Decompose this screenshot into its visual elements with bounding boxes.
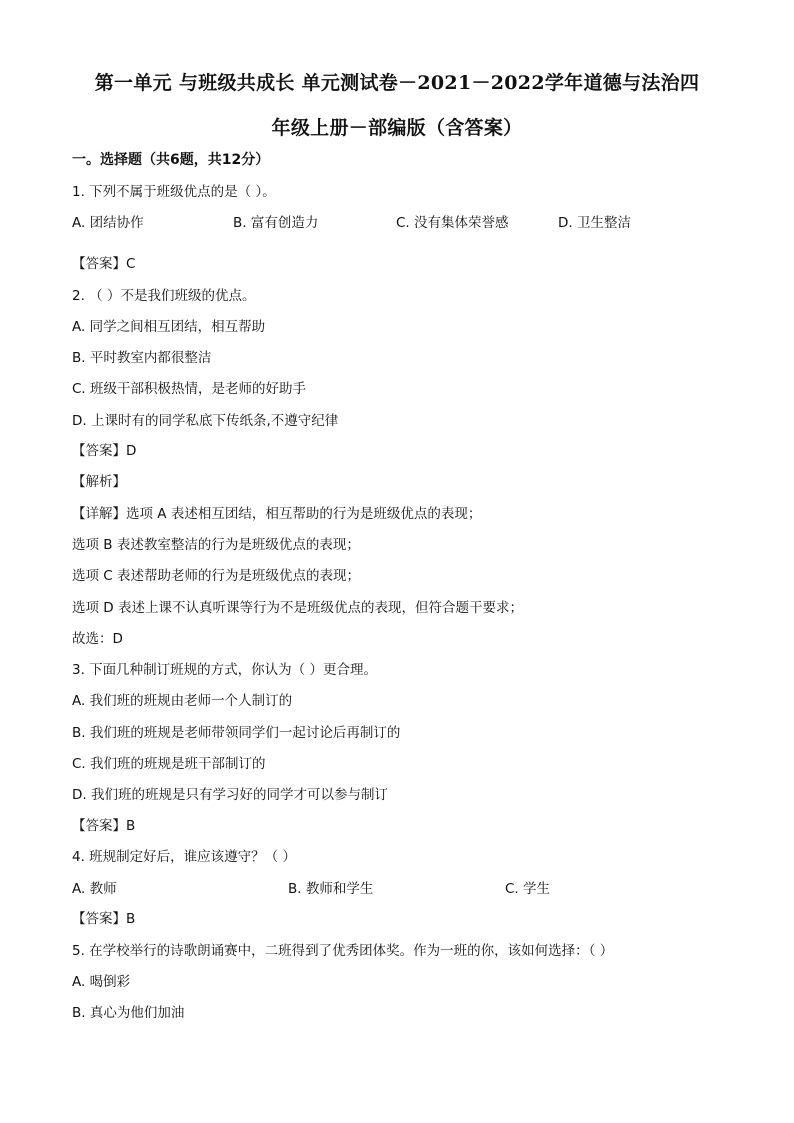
document-title-line-2: 年级上册－部编版（含答案） [271, 117, 523, 139]
question-2-option-c: C. 班级干部积极热情，是老师的好助手 [72, 381, 307, 397]
question-1-option-c: C. 没有集体荣誉感 [396, 215, 509, 231]
document-title-line-1: 第一单元 与班级共成长 单元测试卷－2021－2022学年道德与法治四 [94, 72, 700, 94]
question-5-option-a: A. 喝倒彩 [72, 974, 131, 990]
question-1-stem: 1. 下列不属于班级优点的是（ ）。 [72, 184, 276, 200]
question-2-detail-1: 【详解】选项 A 表述相互团结，相互帮助的行为是班级优点的表现； [72, 506, 482, 522]
question-1-option-a: A. 团结协作 [72, 215, 144, 231]
section-heading: 一。选择题（共6题，共12分） [72, 152, 270, 168]
question-3-option-d: D. 我们班的班规是只有学习好的同学才可以参与制订 [72, 787, 388, 803]
question-4-stem: 4. 班规制定好后，谁应该遵守？（ ） [72, 849, 296, 865]
question-3-stem: 3. 下面几种制订班规的方式，你认为（ ）更合理。 [72, 662, 377, 678]
question-3-option-c: C. 我们班的班规是班干部制订的 [72, 756, 266, 772]
question-2-option-b: B. 平时教室内都很整洁 [72, 350, 212, 366]
question-2-detail-2: 选项 B 表述教室整洁的行为是班级优点的表现； [72, 537, 360, 553]
question-2-analysis-label: 【解析】 [72, 474, 126, 490]
question-2-stem: 2. （ ）不是我们班级的优点。 [72, 288, 256, 304]
question-4-answer: 【答案】B [72, 911, 136, 927]
question-4-option-b: B. 教师和学生 [288, 881, 374, 897]
question-5-stem: 5. 在学校举行的诗歌朗诵赛中，二班得到了优秀团体奖。作为一班的你，该如何选择：（ ） [72, 943, 614, 959]
question-2-detail-4: 选项 D 表述上课不认真听课等行为不是班级优点的表现，但符合题干要求； [72, 600, 523, 616]
question-1-option-d: D. 卫生整洁 [558, 215, 631, 231]
question-4-option-c: C. 学生 [505, 881, 551, 897]
question-2-option-a: A. 同学之间相互团结，相互帮助 [72, 319, 266, 335]
question-5-option-b: B. 真心为他们加油 [72, 1005, 185, 1021]
question-2-detail-3: 选项 C 表述帮助老师的行为是班级优点的表现； [72, 568, 361, 584]
question-2-detail-5: 故选：D [72, 631, 123, 647]
question-3-option-b: B. 我们班的班规是老师带领同学们一起讨论后再制订的 [72, 725, 401, 741]
question-1-answer: 【答案】C [72, 256, 136, 272]
question-2-option-d: D. 上课时有的同学私底下传纸条,不遵守纪律 [72, 413, 339, 429]
question-3-option-a: A. 我们班的班规由老师一个人制订的 [72, 693, 293, 709]
question-2-answer: 【答案】D [72, 443, 137, 459]
question-1-option-b: B. 富有创造力 [233, 215, 319, 231]
question-3-answer: 【答案】B [72, 818, 136, 834]
question-4-option-a: A. 教师 [72, 881, 117, 897]
